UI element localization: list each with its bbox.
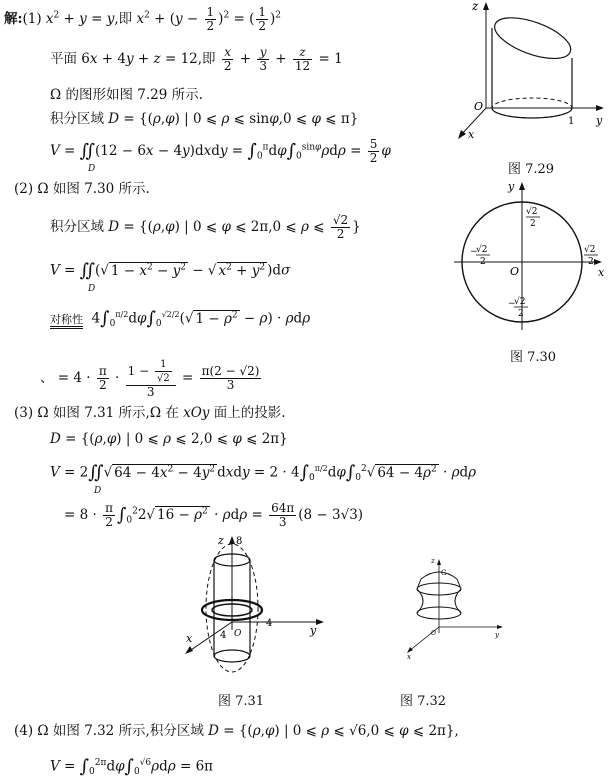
fig731-y-label: y <box>310 624 317 637</box>
fig730-bottom-den: 2 <box>518 309 524 319</box>
part2-step2: 对称性 $4\int_0^{\pi/2}d\varphi\int_0^{√2/2}(√$ $1 - \rho^2 - \rho) \cdot \rho d\rho$ <box>50 308 311 330</box>
fig729-o-label: O <box>474 100 484 113</box>
part1-volume: V = ∬(12 − 6x − 4y)dxdy = $\int_0^\pi d\varphi\int_0^{sin\varphi}\rho d\rho$ = $\frac{5}{2}$ φ D <box>50 137 391 174</box>
part2-number: (2) <box>14 181 34 197</box>
caption-7-31: 图 7.31 <box>218 694 265 709</box>
figure-7-30 <box>448 180 608 340</box>
part4-volume: $V = \int_0^{2\pi}d\varphi\int_0^{√6}\rho d\rho = 6\pi$ <box>50 756 214 778</box>
fig729-z-label: z <box>472 0 479 13</box>
fig730-y-label: y <box>508 180 515 193</box>
part2-omega: Ω 如图 7.30 所示. <box>37 181 150 197</box>
fig732-g-label: G <box>441 569 447 577</box>
fig730-right-den: 2 <box>588 257 594 267</box>
fig729-one-label: 1 <box>568 116 575 127</box>
symmetry-label: 对称性 <box>50 313 83 329</box>
figure-7-31 <box>180 530 330 680</box>
fig730-top-num: √2 <box>526 207 538 217</box>
part3-step2: = 8 · $\frac{\pi}{2}$ $\int_0^22√$ $16 - \rho^2 \cdot \rho d\rho$ = $\frac{64\pi}{3}$ (8 − 3√3) <box>64 501 364 529</box>
fig732-y-label: y <box>495 631 499 639</box>
part3-region: D = {(ρ,φ) | 0 ⩽ ρ ⩽ 2,0 ⩽ φ ⩽ 2π} <box>50 431 288 447</box>
figure-7-32 <box>395 555 505 665</box>
part3-line1: (3) Ω 如图 7.31 所示,Ω 在 xOy 面上的投影. <box>14 405 286 421</box>
solution-label: 解: <box>4 11 23 27</box>
fig730-o-label: O <box>510 265 520 278</box>
fig731-four-y-label: 4 <box>266 618 273 629</box>
part1-plane: 平面 6x + 4y + z = 12,即 $\frac{x}{2}$ + $\frac{y}{3}$ + $\frac{z}{12}$ = 1 <box>50 45 343 73</box>
fig731-z-label: z <box>218 534 224 547</box>
part2-line1 <box>14 180 150 198</box>
fig731-o-label: O <box>234 629 242 639</box>
part3-number: (3) <box>14 405 34 421</box>
fig729-x-label: x <box>468 128 475 141</box>
fig731-four-x-label: 4 <box>220 630 227 641</box>
fig732-z-label: z <box>431 557 435 565</box>
part4-line1: (4) Ω 如图 7.32 所示,积分区域 D = {(ρ,φ) | 0 ⩽ ρ ⩽ √6,0 ⩽ φ ⩽ 2π}, <box>14 723 459 739</box>
part1-number: (1) <box>22 11 42 27</box>
caption-7-32: 图 7.32 <box>400 694 447 709</box>
fig730-x-label: x <box>598 266 605 279</box>
part2-region: 积分区域 D = {(ρ,φ) | 0 ⩽ φ ⩽ 2π,0 ⩽ ρ ⩽ $\frac{√2}{2}$ } <box>50 213 361 241</box>
part1-omega: Ω 的图形如图 7.29 所示. <box>50 87 203 103</box>
fig731-x-label: x <box>186 632 193 645</box>
part1-line1: 解:(1) $x^2 + y = y$,即 $x^2 + (y$ − $\frac{1}{2}$ )$^2$ = ( $\frac{1}{2}$ )$^2$ <box>4 5 282 33</box>
part3-volume: V = 2∬√ $64 - 4x^2 - 4y^2$ dxdy = $2 \cdot 4\int_0^{\pi/2}d\varphi\int_0^2√$ $64 - 4\rho^2 \cdot \rho d\rho$ D <box>50 462 477 496</box>
caption-7-29: 图 7.29 <box>508 162 555 177</box>
caption-7-30: 图 7.30 <box>510 350 557 365</box>
fig732-o-label: O <box>431 630 436 637</box>
part1-region: 积分区域 D = {(ρ,φ) | 0 ⩽ ρ ⩽ sinφ,0 ⩽ φ ⩽ π} <box>50 111 359 127</box>
fig731-eight-label: 8 <box>236 536 243 547</box>
fig732-x-label: x <box>407 653 411 661</box>
part4-number: (4) <box>14 723 34 739</box>
fig730-right-num: √2 <box>584 245 596 255</box>
fig730-left-num: √2 <box>476 245 488 255</box>
figure-7-29 <box>450 0 610 150</box>
part2-volume: V = ∬(√ $1 - x^2 - y^2$ − √ $x^2 + y^2$ )dσ D <box>50 260 291 294</box>
fig730-top-den: 2 <box>530 219 536 229</box>
fig730-bottom-num: √2 <box>514 297 526 307</box>
fig730-bottom-minus: − <box>508 299 516 309</box>
fig730-left-den: 2 <box>480 257 486 267</box>
fig729-y-label: y <box>596 114 603 127</box>
part2-step3: 、 = 4 · $\frac{\pi}{2}$ · 1 − $\frac{1}{√2}$ 3 = $\frac{\pi(2 - √2)}{3}$ <box>40 359 260 399</box>
fig730-left-minus: − <box>470 247 478 257</box>
